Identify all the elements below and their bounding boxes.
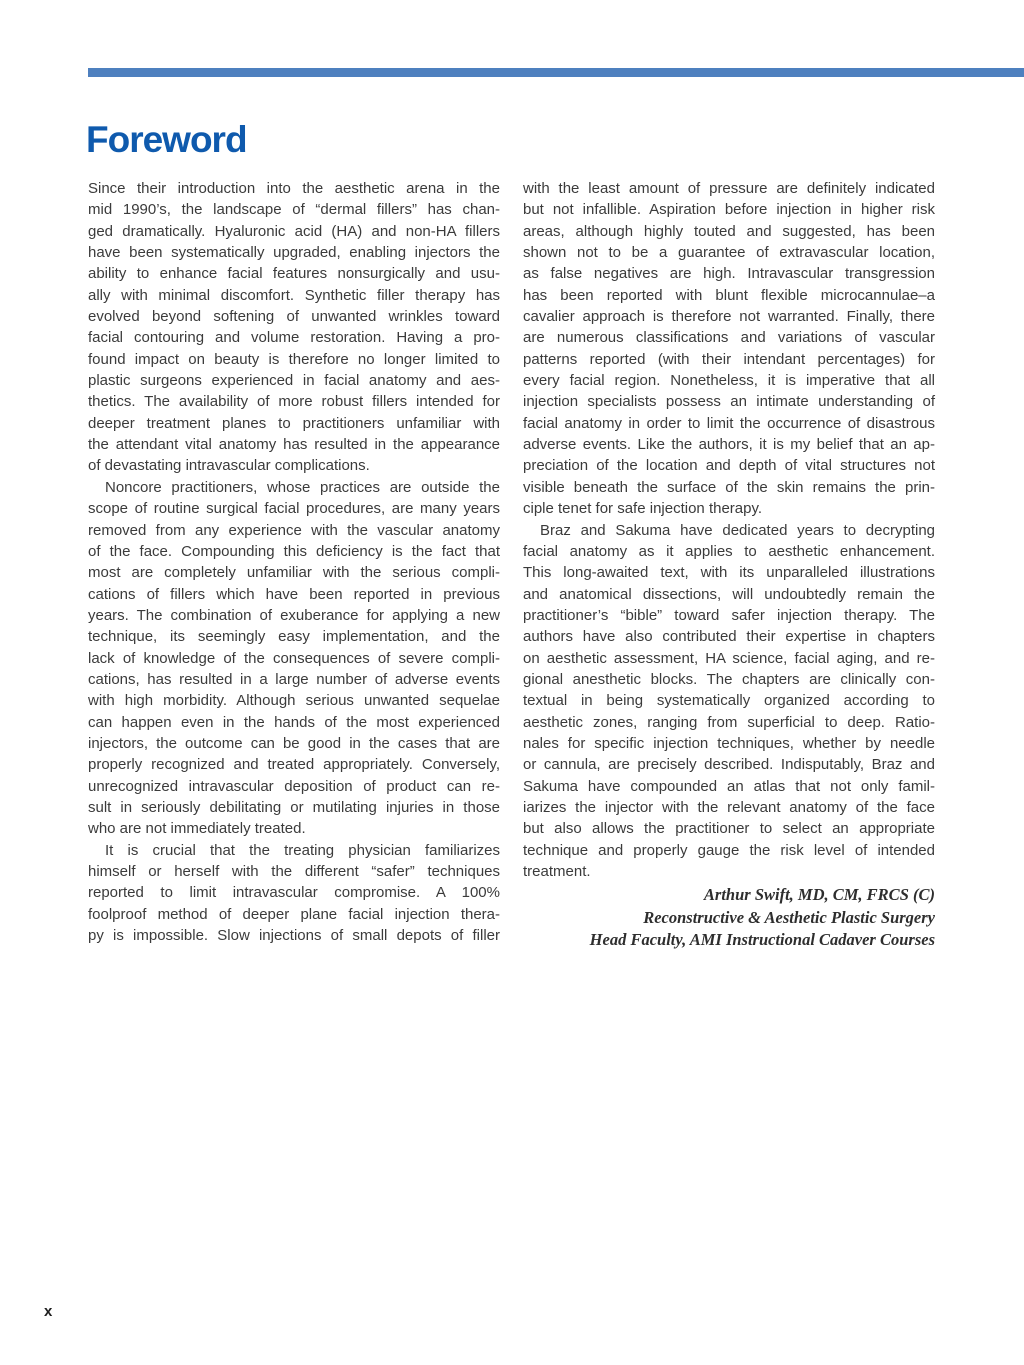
text-line: Sakuma have compounded an atlas that not only famil-	[523, 777, 935, 795]
text-line: years. The combination of exuberance for applying a new	[88, 606, 500, 624]
text-line: adverse events. Like the authors, it is my belief that an ap-	[523, 436, 935, 454]
text-line: gional anesthetic blocks. The chapters are clinically con-	[523, 670, 935, 688]
text-line: and anatomical dissections, will undoubtedly remain the	[523, 585, 935, 603]
text-line: iarizes the injector with the relevant anatomy of the face	[523, 798, 935, 816]
text-line: evolved beyond softening of unwanted wrinkles toward	[88, 308, 500, 326]
text-line: of devastating intravascular complications.	[88, 457, 370, 475]
text-line: on aesthetic assessment, HA science, facial aging, and re-	[523, 649, 935, 667]
text-line: plastic surgeons experienced in facial anatomy and aes-	[88, 372, 500, 390]
text-line: injectors, the outcome can be good in the cases that are	[88, 734, 500, 752]
text-line: but also allows the practitioner to select an appropriate	[523, 820, 935, 838]
text-line: treatment.	[523, 863, 591, 880]
paragraph	[88, 840, 500, 947]
text-line: but not infallible. Aspiration before injection in higher risk	[523, 201, 935, 219]
text-line: patterns reported (with their intendant percentages) for	[523, 350, 935, 368]
text-line: ally with minimal discomfort. Synthetic filler therapy has	[88, 286, 500, 304]
text-line: practitioner’s “bible” toward safer injection therapy. The	[523, 606, 935, 624]
text-line: cations, has resulted in a large number of adverse events	[88, 670, 500, 688]
text-line: This long-awaited text, with its unparalleled illustrations	[523, 564, 935, 582]
paragraph	[88, 178, 500, 477]
text-line: unrecognized intravascular deposition of product can re-	[88, 777, 500, 795]
text-line: removed from any experience with the vascular anatomy	[88, 521, 500, 539]
text-line: have been systematically upgraded, enabling injectors the	[88, 244, 500, 262]
text-columns	[88, 178, 935, 952]
text-line: It is crucial that the treating physician familiarizes	[105, 841, 500, 859]
text-line: reported to limit intravascular compromise. A 100%	[88, 884, 500, 902]
text-line: with high morbidity. Although serious unwanted sequelae	[88, 692, 500, 710]
text-line: every facial region. Nonetheless, it is imperative that all	[523, 372, 935, 390]
text-line: foolproof method of deeper plane facial injection thera-	[88, 905, 500, 923]
text-line: can happen even in the hands of the most experienced	[88, 713, 500, 731]
text-line: facial anatomy in order to limit the occurrence of disastrous	[523, 414, 935, 432]
page-title: Foreword	[86, 118, 247, 160]
text-line: himself or herself with the different “safer” techniques	[88, 863, 500, 880]
text-line: facial contouring and volume restoration. Having a pro-	[88, 329, 500, 347]
text-line: py is impossible. Slow injections of small depots of filler	[88, 927, 500, 945]
paragraph	[523, 178, 935, 520]
text-line: authors have also contributed their expertise in chapters	[523, 628, 935, 646]
page-number: x	[44, 1303, 53, 1320]
text-line: has been reported with blunt flexible microcannulae–a	[523, 286, 935, 304]
text-line: nales for specific injection techniques, whether by needle	[523, 734, 935, 752]
text-line: lack of knowledge of the consequences of severe compli-	[88, 649, 500, 667]
text-line: most are completely unfamiliar with the serious compli-	[88, 564, 500, 582]
text-line: deeper treatment planes to practitioners unfamiliar with	[88, 414, 500, 432]
text-line: areas, although highly touted and suggested, has been	[523, 222, 935, 240]
attribution	[523, 884, 935, 951]
attribution-line: Arthur Swift, MD, CM, FRCS (C)	[703, 885, 935, 905]
accent-bar	[88, 68, 1024, 77]
paragraph	[88, 477, 500, 840]
text-line: ged dramatically. Hyaluronic acid (HA) and non-HA fillers	[88, 222, 500, 240]
text-line: Since their introduction into the aesthetic arena in the	[88, 180, 500, 197]
attribution-line: Reconstructive & Aesthetic Plastic Surgery	[643, 907, 935, 927]
text-column-right	[523, 178, 935, 952]
text-line: thetics. The availability of more robust fillers intended for	[88, 393, 500, 411]
text-line: technique, its seemingly easy implementation, and the	[88, 628, 500, 646]
text-line: preciation of the location and depth of vital structures not	[523, 457, 935, 475]
text-line: are numerous classifications and variations of vascular	[523, 329, 935, 347]
text-line: facial anatomy as it applies to aesthetic enhancement.	[523, 542, 935, 560]
text-line: who are not immediately treated.	[88, 820, 306, 838]
text-line: aesthetic zones, ranging from superficial to deep. Ratio-	[523, 713, 935, 731]
text-line: sult in seriously debilitating or mutilating injuries in those	[88, 798, 500, 816]
text-line: of the face. Compounding this deficiency is the fact that	[88, 542, 500, 560]
text-line: textual in being systematically organized according to	[523, 692, 935, 710]
text-line: ability to enhance facial features nonsurgically and usu-	[88, 265, 500, 283]
text-line: with the least amount of pressure are definitely indicated	[523, 180, 935, 197]
text-line: or cannula, are precisely described. Indisputably, Braz and	[523, 756, 935, 774]
text-line: the attendant vital anatomy has resulted in the appearance	[88, 436, 500, 454]
text-line: scope of routine surgical facial procedures, are many years	[88, 500, 500, 518]
text-line: mid 1990’s, the landscape of “dermal fillers” has chan-	[88, 201, 500, 219]
text-line: visible beneath the surface of the skin remains the prin-	[523, 478, 935, 496]
text-line: found impact on beauty is therefore no longer limited to	[88, 350, 500, 368]
text-line: injection specialists possess an intimate understanding of	[523, 393, 935, 411]
text-line: Noncore practitioners, whose practices are outside the	[105, 478, 500, 496]
attribution-line: Head Faculty, AMI Instructional Cadaver Courses	[589, 930, 935, 950]
text-line: as false negatives are high. Intravascular transgression	[523, 265, 935, 283]
text-line: technique and properly gauge the risk level of intended	[523, 841, 935, 859]
text-line: cavalier approach is therefore not warranted. Finally, there	[523, 308, 935, 326]
text-column-left	[88, 178, 500, 952]
text-line: properly recognized and treated appropriately. Conversely,	[88, 756, 500, 774]
text-line: Braz and Sakuma have dedicated years to decrypting	[540, 521, 935, 539]
text-line: cations of fillers which have been reported in previous	[88, 585, 500, 603]
paragraph	[523, 520, 935, 883]
text-line: ciple tenet for safe injection therapy.	[523, 500, 763, 518]
text-line: shown not to be a guarantee of extravascular location,	[523, 244, 935, 262]
